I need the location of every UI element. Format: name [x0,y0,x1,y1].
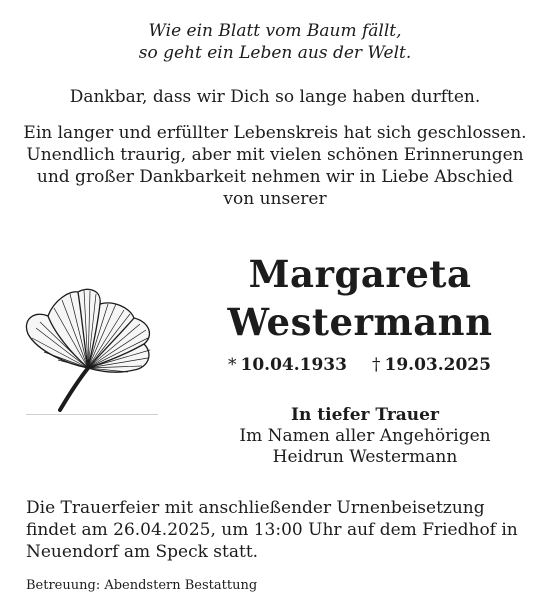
death-symbol: † [372,355,381,375]
birth-symbol: * [228,355,237,375]
poem-line-1: Wie ein Blatt vom Baum fällt, [148,21,402,41]
service-line-3: Neuendorf am Speck statt. [26,542,259,562]
intro-line-4: von unserer [223,189,327,209]
mourners-line-2: Heidrun Westermann [272,447,458,467]
service-info [26,497,518,563]
ginkgo-leaf-icon [18,282,160,414]
birth-date-value: 10.04.1933 [240,355,347,375]
intro-line-1: Ein langer und erfüllter Lebenskreis hat sich geschlossen. [23,123,527,143]
service-line-1: Die Trauerfeier mit anschließender Urnenbeisetzung [26,498,485,518]
death-date [372,354,491,376]
poem [0,20,550,64]
leaf-divider [26,414,158,415]
poem-line-2: so geht ein Leben aus der Welt. [138,43,412,63]
intro-line-3: und großer Dankbarkeit nehmen wir in Liebe Abschied [36,167,514,187]
mourners-heading: In tiefer Trauer [291,405,439,425]
intro-line-2: Unendlich traurig, aber mit vielen schönen Erinnerungen [26,145,524,165]
service-line-2: findet am 26.04.2025, um 13:00 Uhr auf dem Friedhof in [26,520,518,540]
funeral-home-credit: Betreuung: Abendstern Bestattung [26,578,258,593]
intro-text [0,122,550,210]
mourners-line-1: Im Namen aller Angehörigen [239,426,491,446]
deceased-first-name: Margareta [248,252,472,296]
birth-date [228,354,347,376]
deceased-last-name: Westermann [227,300,493,344]
mourners-block [205,405,525,468]
thanks-line: Dankbar, dass wir Dich so lange haben durften. [69,87,481,107]
death-date-value: 19.03.2025 [384,355,491,375]
